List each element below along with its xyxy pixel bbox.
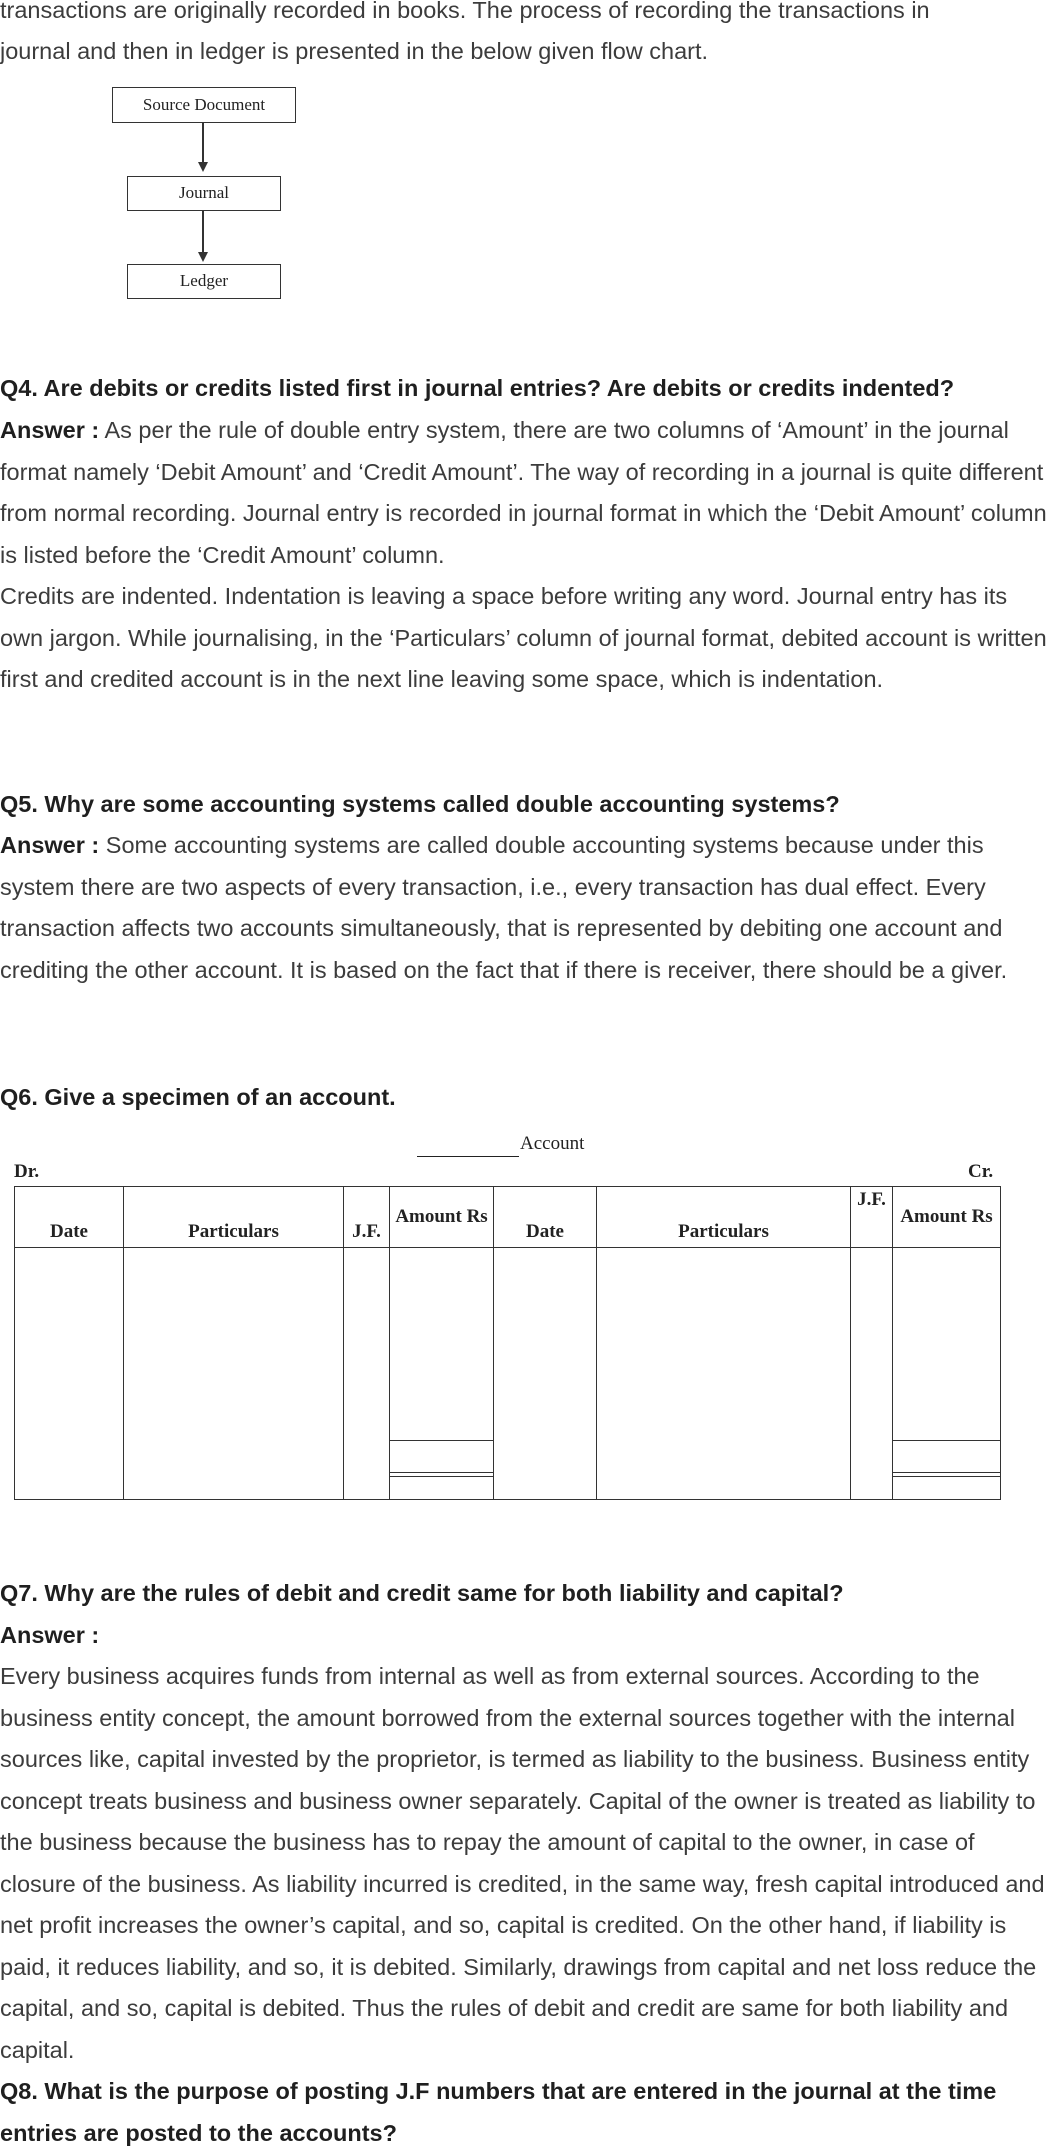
q7-answer: Every business acquires funds from internal as well as from external sources. According to the business entity concept, the amount borrowed from the external sources together with the internal sources like, capital invested by the proprietor, is termed as liability to the business. Business entity concept treats business and business owner separately. Capital of the owner is treated as liability to the business because the business has to repay the amount of capital to the owner, in case of closure of the business. As liability incurred is credited, in the same way, fresh capital introduced and net profit increases the owner’s capital, and so, capital is credited. On the other hand, if liability is paid, it reduces liability, and so, it is debited. Similarly, drawings from capital and net loss reduce the capital, and so, capital is debited. Thus the rules of debit and credit are same for both liability and capital. (0, 1663, 1045, 2063)
answer-label: Answer : (0, 417, 100, 443)
q5-answer (0, 825, 1054, 991)
arrow-down-icon (198, 162, 208, 172)
total-line (893, 1440, 1000, 1472)
col-jf-cr: J.F. (851, 1187, 893, 1248)
q4-answer-p2: Credits are indented. Indentation is leaving a space before writing any word. Journal entry has its own jargon. While journalising, in the ‘Particulars’ column of journal format, debited account is written first and credited account is in the next line leaving some space, which is indentation. (0, 583, 1047, 692)
cell-empty (494, 1248, 597, 1500)
q6-question: Q6. Give a specimen of an account. (0, 1084, 396, 1110)
q5-question: Q5. Why are some accounting systems called double accounting systems? (0, 791, 840, 817)
amount-total-cell-cr (893, 1248, 1001, 1500)
flow-connector (202, 123, 204, 163)
cell-empty (597, 1248, 851, 1500)
col-particulars-cr: Particulars (597, 1187, 851, 1248)
cell-empty (15, 1248, 124, 1500)
flow-step-ledger: Ledger (127, 264, 281, 299)
intro-line-2: journal and then in ledger is presented in the below given flow chart. (0, 38, 709, 64)
flow-step-journal: Journal (127, 176, 281, 211)
intro-line-1: transactions are originally recorded in books. The process of recording the transactions in (0, 0, 930, 23)
cell-empty (851, 1248, 893, 1500)
q7-answer-label: Answer : (0, 1622, 100, 1648)
flow-step-source-document: Source Document (112, 87, 296, 123)
q4-question: Q4. Are debits or credits listed first in journal entries? Are debits or credits indented? (0, 375, 955, 401)
q7-question: Q7. Why are the rules of debit and credit same for both liability and capital? (0, 1580, 844, 1606)
account-title: Account (520, 1133, 585, 1154)
cr-label: Cr. (968, 1161, 994, 1182)
col-amount-cr: Amount Rs (893, 1187, 1001, 1248)
total-line (390, 1440, 493, 1472)
dr-label: Dr. (14, 1161, 40, 1182)
col-jf-dr: J.F. (344, 1187, 390, 1248)
account-specimen-table (14, 1186, 1001, 1500)
q4-answer-text: As per the rule of double entry system, there are two columns of ‘Amount’ in the journal format namely ‘Debit Amount’ and ‘Credit Amount’. The way of recording in a journal is quite different from normal recording. Journal entry is recorded in journal format in which the ‘Debit Amount’ column is listed before the ‘Credit Amount’ column. (0, 417, 1047, 568)
amount-total-cell-dr (390, 1248, 494, 1500)
table-body-row (15, 1248, 1001, 1500)
table-header-row (15, 1187, 1001, 1248)
cell-empty (124, 1248, 344, 1500)
account-name-blank (417, 1142, 519, 1157)
cell-empty (344, 1248, 390, 1500)
col-date-cr: Date (494, 1187, 597, 1248)
q4-answer-p1 (0, 410, 1054, 576)
col-particulars-dr: Particulars (124, 1187, 344, 1248)
col-amount-dr: Amount Rs (390, 1187, 494, 1248)
col-date-dr: Date (15, 1187, 124, 1248)
answer-label: Answer : (0, 832, 100, 858)
q5-answer-text: Some accounting systems are called double accounting systems because under this system there are two aspects of every transaction, i.e., every transaction has dual effect. Every transaction affects two accounts simultaneously, that is represented by debiting one account and crediting the other account. It is based on the fact that if there is receiver, there should be a giver. (0, 832, 1008, 983)
arrow-down-icon (198, 252, 208, 262)
q8-question: Q8. What is the purpose of posting J.F numbers that are entered in the journal at the time entries are posted to the accounts? (0, 2078, 997, 2146)
flow-connector (202, 211, 204, 253)
